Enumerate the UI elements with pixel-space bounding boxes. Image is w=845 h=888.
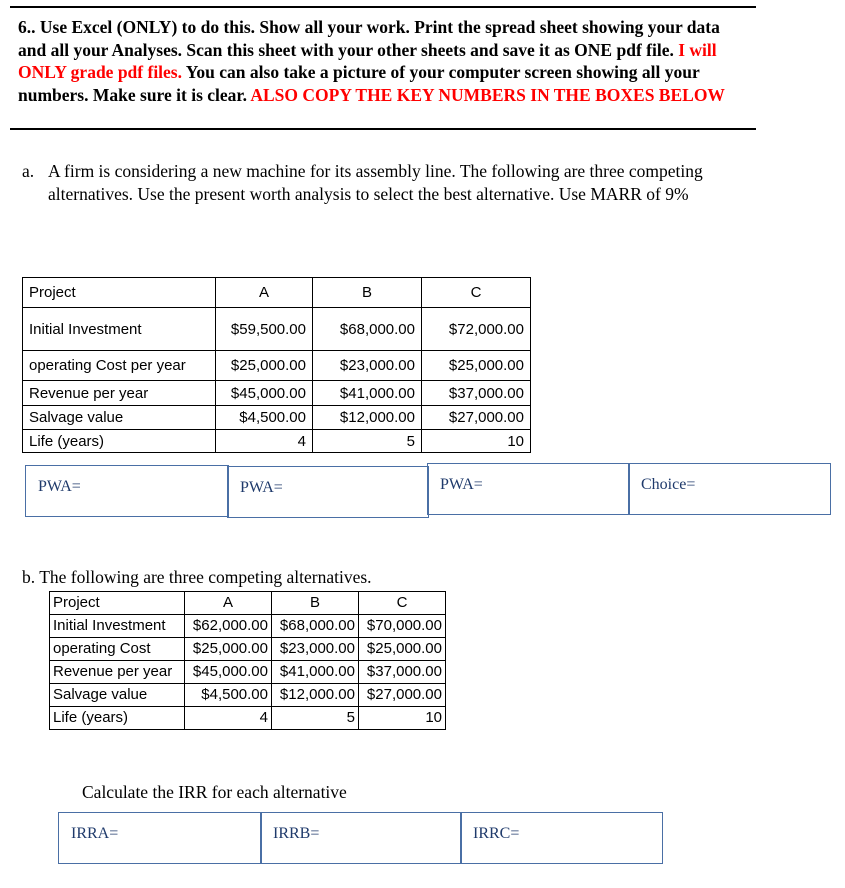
table-a-cell: $72,000.00 bbox=[422, 308, 531, 351]
table-a-cell: $41,000.00 bbox=[313, 381, 422, 406]
table-b-cell: Initial Investment bbox=[50, 615, 185, 638]
table-b-row bbox=[50, 661, 446, 684]
table-a-cell: $27,000.00 bbox=[422, 406, 531, 430]
table-a bbox=[22, 277, 531, 453]
instructions-red2: ALSO COPY THE KEY NUMBERS IN THE BOXES BELOW bbox=[250, 84, 725, 105]
instructions-box bbox=[10, 6, 756, 130]
table-b-cell: 5 bbox=[272, 707, 359, 730]
choice-box[interactable] bbox=[628, 463, 831, 515]
table-b-row bbox=[50, 684, 446, 707]
table-a-cell: 4 bbox=[216, 430, 313, 453]
table-a-header-cell: B bbox=[313, 278, 422, 308]
table-b-cell: $25,000.00 bbox=[185, 638, 272, 661]
table-b-header-row bbox=[50, 592, 446, 615]
instructions-part2: You can also take a picture of your computer screen showing all your numbers. Make sure it is clear. bbox=[18, 62, 700, 105]
table-a-header-cell: C bbox=[422, 278, 531, 308]
table-a-cell: Revenue per year bbox=[23, 381, 216, 406]
irr-b-box[interactable] bbox=[260, 812, 462, 864]
table-a-cell: 5 bbox=[313, 430, 422, 453]
table-a-header-cell: Project bbox=[23, 278, 216, 308]
table-b-cell: $4,500.00 bbox=[185, 684, 272, 707]
table-a-row bbox=[23, 351, 531, 381]
table-a-header-cell: A bbox=[216, 278, 313, 308]
pw-a-label: PWA= bbox=[38, 478, 81, 495]
table-b-cell: Revenue per year bbox=[50, 661, 185, 684]
table-b-cell: $41,000.00 bbox=[272, 661, 359, 684]
instructions-red1: I will ONLY grade pdf files. bbox=[18, 39, 717, 83]
table-a-cell: Salvage value bbox=[23, 406, 216, 430]
table-a-cell: operating Cost per year bbox=[23, 351, 216, 381]
table-b-cell: 10 bbox=[359, 707, 446, 730]
table-a-cell: $4,500.00 bbox=[216, 406, 313, 430]
table-a-row bbox=[23, 381, 531, 406]
table-b-cell: $45,000.00 bbox=[185, 661, 272, 684]
irr-a-box[interactable] bbox=[58, 812, 262, 864]
table-b-row bbox=[50, 615, 446, 638]
table-b-cell: $68,000.00 bbox=[272, 615, 359, 638]
table-b-header-cell: A bbox=[185, 592, 272, 615]
table-b-cell: $25,000.00 bbox=[359, 638, 446, 661]
table-a-cell: $45,000.00 bbox=[216, 381, 313, 406]
instructions-part1: 6.. Use Excel (ONLY) to do this. Show all your work. Print the spread sheet showing your data and all your Analyses. Scan this sheet with your other sheets and save it as ONE pdf file. bbox=[18, 17, 720, 60]
table-b-header-cell: C bbox=[359, 592, 446, 615]
irr-c-box[interactable] bbox=[460, 812, 663, 864]
table-b-header-cell: Project bbox=[50, 592, 185, 615]
question-a-label: a. bbox=[22, 161, 35, 181]
table-b-row bbox=[50, 707, 446, 730]
table-b-cell: Salvage value bbox=[50, 684, 185, 707]
table-a-cell: $37,000.00 bbox=[422, 381, 531, 406]
table-b-header-cell: B bbox=[272, 592, 359, 615]
table-a-cell: Initial Investment bbox=[23, 308, 216, 351]
irr-instruction: Calculate the IRR for each alternative bbox=[82, 782, 347, 802]
table-a-cell: $12,000.00 bbox=[313, 406, 422, 430]
pw-c-label: PWA= bbox=[440, 476, 483, 493]
table-b bbox=[49, 591, 446, 730]
table-a-row bbox=[23, 406, 531, 430]
question-a-text: A firm is considering a new machine for its assembly line. The following are three competing alternatives. Use the present worth analysis to select the best alternative. Use MARR of 9% bbox=[48, 161, 703, 204]
table-b-cell: $27,000.00 bbox=[359, 684, 446, 707]
pw-b-box[interactable] bbox=[227, 466, 429, 518]
table-b-cell: $62,000.00 bbox=[185, 615, 272, 638]
pw-c-box[interactable] bbox=[427, 463, 630, 515]
table-a-cell: Life (years) bbox=[23, 430, 216, 453]
table-b-cell: $37,000.00 bbox=[359, 661, 446, 684]
irr-a-label: IRRA= bbox=[71, 825, 119, 842]
table-b-row bbox=[50, 638, 446, 661]
table-b-cell: $23,000.00 bbox=[272, 638, 359, 661]
table-b-cell: 4 bbox=[185, 707, 272, 730]
table-b-cell: $70,000.00 bbox=[359, 615, 446, 638]
table-a-header-row bbox=[23, 278, 531, 308]
question-b-text: The following are three competing alternatives. bbox=[39, 567, 372, 587]
table-a-cell: $25,000.00 bbox=[422, 351, 531, 381]
table-a-cell: 10 bbox=[422, 430, 531, 453]
table-b-cell: Life (years) bbox=[50, 707, 185, 730]
table-a-cell: $59,500.00 bbox=[216, 308, 313, 351]
question-b-label: b. bbox=[22, 567, 36, 587]
table-a-cell: $25,000.00 bbox=[216, 351, 313, 381]
choice-label: Choice= bbox=[641, 476, 696, 493]
instructions-text bbox=[18, 16, 748, 106]
table-a-cell: $23,000.00 bbox=[313, 351, 422, 381]
pw-b-label: PWA= bbox=[240, 479, 283, 496]
table-a-row bbox=[23, 308, 531, 351]
table-b-cell: $12,000.00 bbox=[272, 684, 359, 707]
irr-c-label: IRRC= bbox=[473, 825, 520, 842]
table-b-cell: operating Cost bbox=[50, 638, 185, 661]
table-a-row bbox=[23, 430, 531, 453]
irr-b-label: IRRB= bbox=[273, 825, 320, 842]
pw-a-box[interactable] bbox=[25, 465, 229, 517]
table-a-cell: $68,000.00 bbox=[313, 308, 422, 351]
question-b bbox=[22, 567, 372, 588]
